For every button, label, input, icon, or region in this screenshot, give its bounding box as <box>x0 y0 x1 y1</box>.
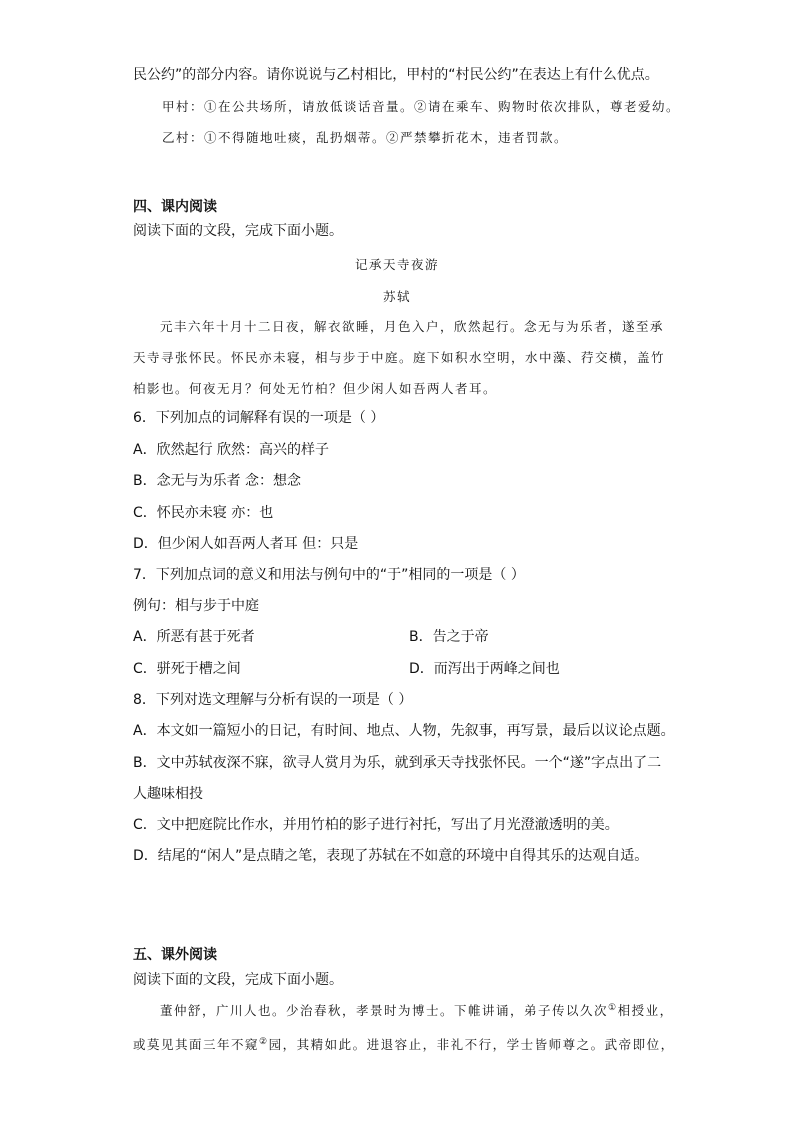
footnote-marker-1: ① <box>608 1002 618 1013</box>
question-8-option-a: A．本文如一篇短小的日记，有时间、地点、人物，先叙事，再写景，最后以议论点题。 <box>133 723 675 739</box>
passage-line-1: 元丰六年十月十二日夜，解衣欲睡，月色入户，欣然起行。念无与为乐者，遂至承 <box>160 319 665 334</box>
question-8: 8．下列对选文理解与分析有误的一项是（ ） <box>133 692 413 708</box>
question-6-option-a: A．欣然起行 欣然：高兴的样子 <box>133 442 330 458</box>
question-7-option-d: D．而泻出于两峰之间也 <box>409 661 560 677</box>
question-6-option-c: C．怀民亦未寝 亦：也 <box>133 505 274 521</box>
extra-passage-line-1 <box>160 1001 674 1021</box>
extra-passage-line-1-text-a: 董仲舒，广川人也。少治春秋，孝景时为博士。下帷讲诵，弟子传以久次 <box>160 1003 609 1018</box>
question-8-option-b-line-2: 人趣味相投 <box>133 786 203 802</box>
extra-passage-line-2 <box>133 1035 675 1055</box>
question-7-option-b: B．告之于帝 <box>409 629 489 645</box>
extra-passage-line-1-text-b: 相授业， <box>617 1003 674 1018</box>
extra-passage-line-2-text-a: 或莫见其面三年不窥 <box>133 1037 260 1052</box>
question-7-option-a: A．所恶有甚于死者 <box>133 629 255 645</box>
passage-title: 记承天寺夜游 <box>354 257 439 272</box>
extra-passage-line-2-text-b: 园，其精如此。进退容止，非礼不行，学士皆师尊之。武帝即位， <box>268 1037 675 1052</box>
village-yi-rules: 乙村：①不得随地吐痰，乱扔烟蒂。②严禁攀折花木，违者罚款。 <box>162 130 569 145</box>
section-5-instruction: 阅读下面的文段，完成下面小题。 <box>133 972 343 988</box>
section-4-heading: 四、课内阅读 <box>133 199 217 215</box>
question-7: 7．下列加点词的意义和用法与例句中的“于”相同的一项是（ ） <box>133 567 525 583</box>
question-8-option-d: D．结尾的“闲人”是点睛之笔，表现了苏轼在不如意的环境中自得其乐的达观自适。 <box>133 848 649 864</box>
village-jia-rules: 甲村：①在公共场所，请放低谈话音量。②请在乘车、购物时依次排队，尊老爱幼。 <box>162 99 681 114</box>
footnote-marker-2: ② <box>259 1036 269 1047</box>
section-4-instruction: 阅读下面的文段，完成下面小题。 <box>133 223 343 239</box>
intro-line-1: 民公约”的部分内容。请你说说与乙村相比，甲村的“村民公约”在表达上有什么优点。 <box>133 67 659 83</box>
question-6-option-b: B．念无与为乐者 念：想念 <box>133 473 302 489</box>
question-6-option-d: D．但少闲人如吾两人者耳 但：只是 <box>133 536 359 552</box>
question-7-example: 例句：相与步于中庭 <box>133 598 259 614</box>
passage-author: 苏轼 <box>382 289 411 304</box>
passage-line-2: 天寺寻张怀民。怀民亦未寝，相与步于中庭。庭下如积水空明，水中藻、荇交横，盖竹 <box>133 350 666 365</box>
question-8-option-c: C．文中把庭院比作水，并用竹柏的影子进行衬托，写出了月光澄澈透明的美。 <box>133 817 619 833</box>
passage-line-3: 柏影也。何夜无月？何处无竹柏？但少闲人如吾两人者耳。 <box>133 381 498 396</box>
question-7-option-c: C．骈死于槽之间 <box>133 661 241 677</box>
question-6: 6．下列加点的词解释有误的一项是（ ） <box>133 410 385 426</box>
section-5-heading: 五、课外阅读 <box>133 947 217 963</box>
question-8-option-b-line-1: B．文中苏轼夜深不寐，欲寻人赏月为乐，就到承天寺找张怀民。一个“遂”字点出了二 <box>133 755 662 771</box>
